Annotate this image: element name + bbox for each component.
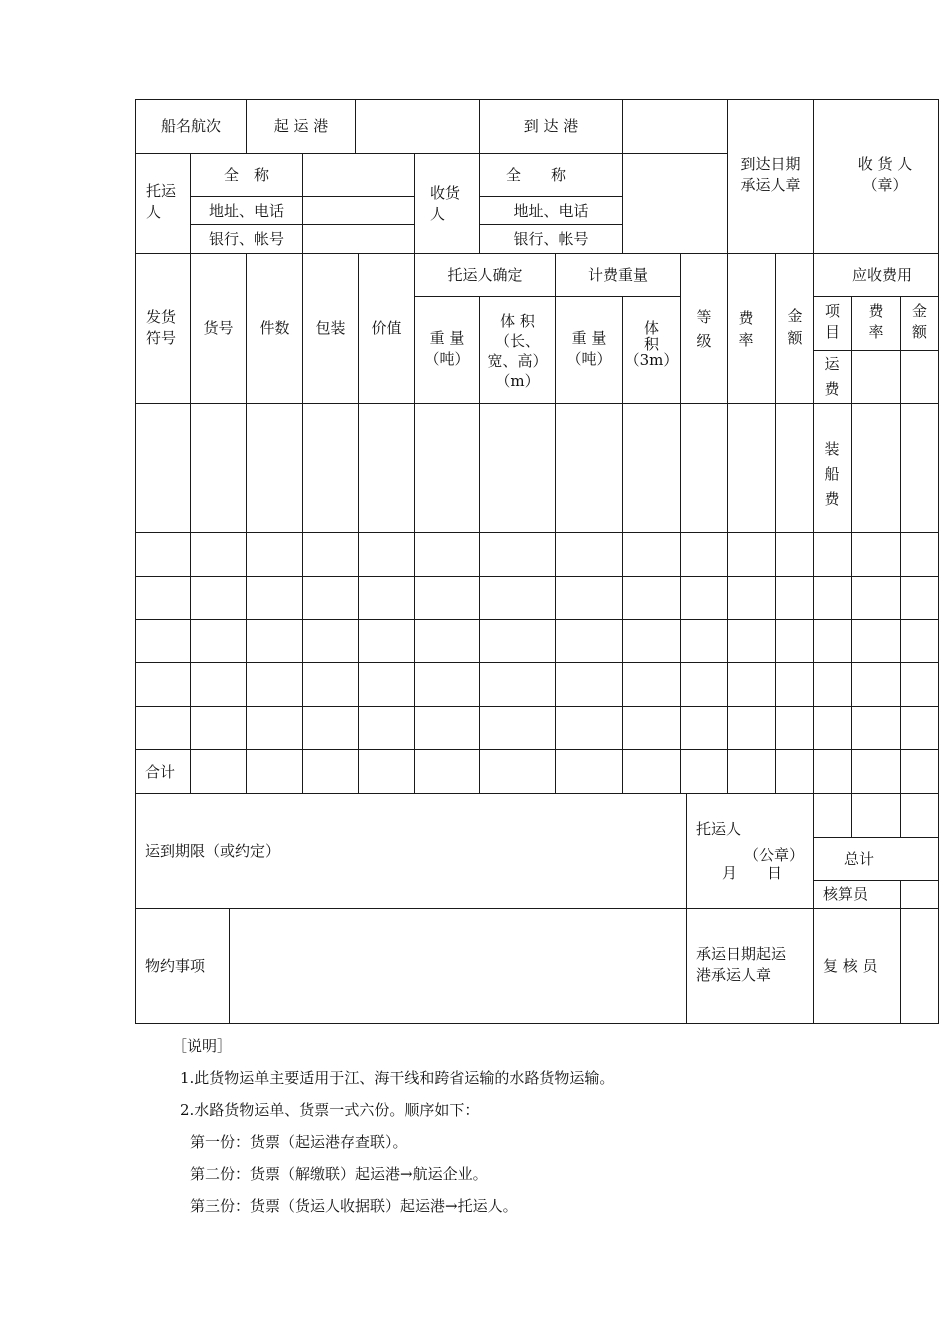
notes-section bbox=[172, 1030, 614, 1222]
delivery-period-label: 运到期限（或约定） bbox=[145, 842, 281, 860]
shipper-confirmed-header: 托运人确定 bbox=[447, 266, 523, 284]
shipping-mark-header: 发货 符号 bbox=[146, 308, 177, 347]
amount-header: 金 额 bbox=[787, 307, 803, 347]
note-line: 第三份：货票（货运人收据联）起运港→托运人。 bbox=[190, 1197, 518, 1215]
weight-tons-header: 重 量 （吨） bbox=[424, 329, 470, 368]
grand-total-label: 总计 bbox=[843, 850, 874, 868]
shipper-address-phone-label: 地址、电话 bbox=[208, 202, 284, 220]
billing-weight-header: 计费重量 bbox=[587, 266, 648, 284]
pieces-header: 件数 bbox=[259, 319, 290, 337]
arrival-port-label: 到 达 港 bbox=[523, 117, 579, 135]
billing-volume-header: 体 积 （3m） bbox=[624, 319, 679, 369]
consignee-address-phone-label: 地址、电话 bbox=[513, 202, 589, 220]
note-line: 1.此货物运单主要适用于江、海干线和跨省运输的水路货物运输。 bbox=[180, 1069, 615, 1087]
accountant-label: 核算员 bbox=[823, 885, 869, 903]
consignee-seal-label: 收 货 人 （章） bbox=[857, 155, 913, 194]
receivable-fees-header: 应收费用 bbox=[851, 266, 912, 284]
shipper-sign-date: 月 日 bbox=[722, 864, 783, 882]
value-header: 价值 bbox=[371, 319, 402, 337]
sum-label: 合计 bbox=[145, 763, 176, 781]
ship-voyage-label: 船名航次 bbox=[160, 117, 221, 135]
fee-item-header: 项 目 bbox=[824, 302, 840, 341]
carrier-stamp-label: 承运日期起运 港承运人章 bbox=[696, 945, 787, 984]
shipper-bank-account-label: 银行、帐号 bbox=[208, 230, 284, 248]
grade-header: 等 级 bbox=[696, 308, 712, 350]
consignee-full-name-label: 全 称 bbox=[505, 166, 566, 184]
special-terms-label: 物约事项 bbox=[145, 957, 206, 975]
notes-title: ［说明］ bbox=[172, 1037, 233, 1055]
fee-rate-header: 费 率 bbox=[868, 302, 884, 341]
note-line: 第一份：货票（起运港存查联）。 bbox=[190, 1133, 408, 1151]
shipper-sign-label: 托运人 bbox=[696, 820, 742, 838]
departure-port-label: 起 运 港 bbox=[273, 117, 329, 135]
shipper-sign-seal: （公章） bbox=[744, 846, 805, 864]
arrival-date-stamp-label: 到达日期 承运人章 bbox=[740, 155, 801, 194]
volume-dims-header: 体 积 （长、 宽、高） （m） bbox=[487, 312, 548, 390]
consignee-label: 收货 人 bbox=[430, 184, 461, 223]
goods-no-header: 货号 bbox=[203, 319, 234, 337]
consignee-bank-account-label: 银行、帐号 bbox=[513, 230, 589, 248]
note-line: 2.水路货物运单、货票一式六份。顺序如下： bbox=[180, 1101, 480, 1119]
reviewer-label: 复 核 员 bbox=[823, 957, 878, 975]
fee-amount-header: 金 额 bbox=[911, 302, 927, 341]
note-line: 第二份：货票（解缴联）起运港→航运企业。 bbox=[190, 1165, 488, 1183]
packing-header: 包装 bbox=[315, 319, 346, 337]
loading-fee-label: 装 船 费 bbox=[824, 440, 840, 508]
rate-header: 费 率 bbox=[738, 309, 754, 349]
freight-label: 运 费 bbox=[824, 355, 840, 398]
shipper-full-name-label: 全 称 bbox=[223, 166, 269, 184]
billing-weight-tons-header: 重 量 （吨） bbox=[566, 329, 612, 368]
shipper-label: 托运 人 bbox=[146, 182, 177, 221]
